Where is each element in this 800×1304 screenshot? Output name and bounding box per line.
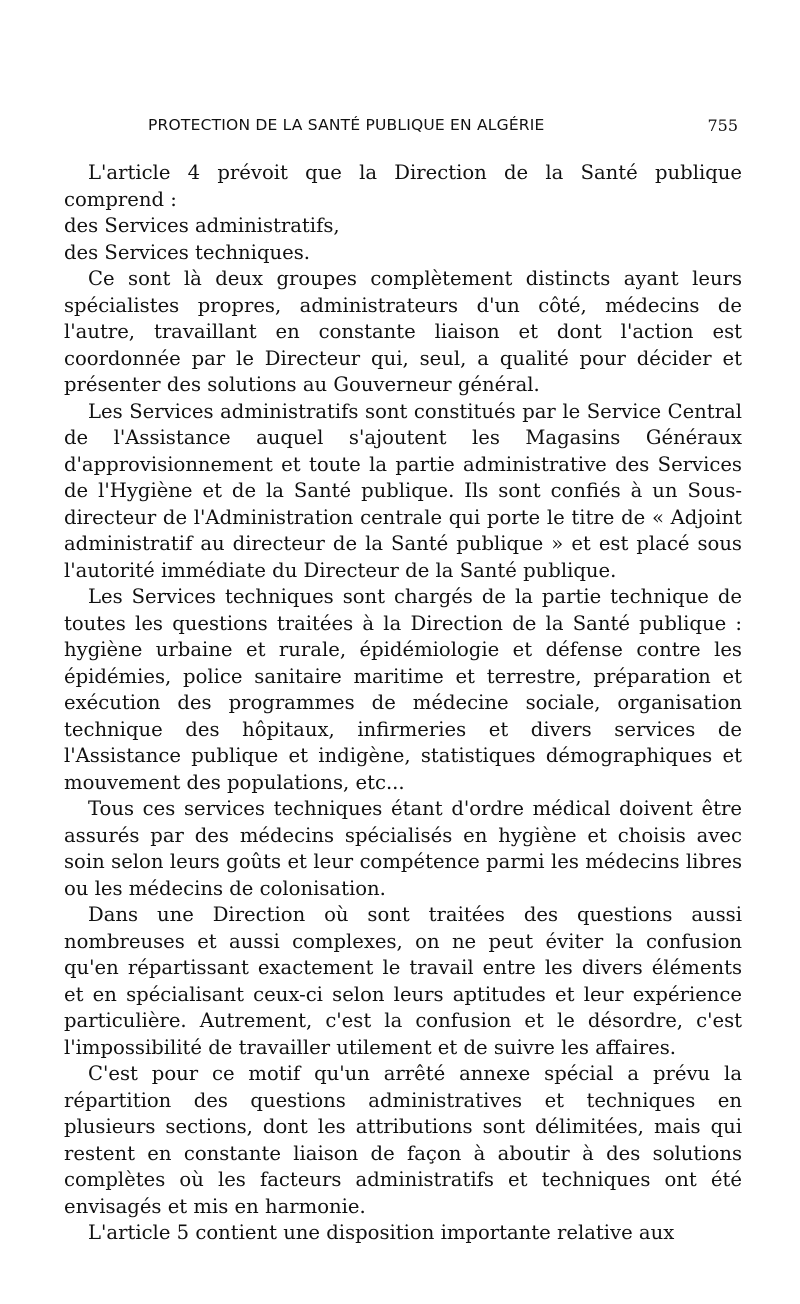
running-title: PROTECTION DE LA SANTÉ PUBLIQUE EN ALGÉRIE — [148, 116, 545, 134]
paragraph: Tous ces services techniques étant d'ordre médical doivent être assurés par des médecins spécialisés en hygiène et choisis avec soin selon leurs goûts et leur compétence parmi les médecins libres ou les médecins de colonisation. — [64, 797, 742, 900]
paragraph: Les Services techniques sont chargés de la partie technique de toutes les questions traitées à la Direction de la Santé publique : hygiène urbaine et rurale, épidémiologie et défense contre les épidémies, police sanitaire maritime et terrestre, préparation et exécution des programmes de médecine sociale, organisation technique des hôpitaux, infirmeries et divers services de l'Assistance publique et indigène, statistiques démographiques et mouvement des populations, etc... — [64, 585, 742, 794]
paragraph: C'est pour ce motif qu'un arrêté annexe spécial a prévu la répartition des questions administratives et techniques en plusieurs sections, dont les attributions sont délimitées, mais qui restent en constante liaison de façon à aboutir à des solutions complètes où les facteurs administratifs et techniques ont été envisagés et mis en harmonie. — [64, 1062, 742, 1218]
running-header — [148, 116, 748, 140]
body-text — [64, 160, 742, 1247]
page-number: 755 — [707, 116, 738, 135]
list-line: des Services administratifs, — [64, 214, 340, 237]
paragraph: Dans une Direction où sont traitées des questions aussi nombreuses et aussi complexes, on ne peut éviter la confusion qu'en répartissant exactement le travail entre les divers éléments et en spécialisant ceux-ci selon leurs aptitudes et leur expérience particulière. Autrement, c'est la confusion et le désordre, c'est l'impossibilité de travailler utilement et de suivre les affaires. — [64, 903, 742, 1059]
paragraph: Ce sont là deux groupes complètement distincts ayant leurs spécialistes propres, administrateurs d'un côté, médecins de l'autre, travaillant en constante liaison et dont l'action est coordonnée par le Directeur qui, seul, a qualité pour décider et présenter des solutions au Gouverneur général. — [64, 267, 742, 396]
paragraph: L'article 5 contient une disposition importante relative aux — [88, 1221, 675, 1244]
list-line: des Services techniques. — [64, 240, 310, 264]
paragraph: L'article 4 prévoit que la Direction de la Santé publique comprend : — [64, 161, 742, 211]
paragraph: Les Services administratifs sont constitués par le Service Central de l'Assistance auquel s'ajoutent les Magasins Généraux d'approvisionnement et toute la partie administrative des Services de l'Hygiène et de la Santé publique. Ils sont confiés à un Sous-directeur de l'Administration centrale qui porte le titre de « Adjoint administratif au directeur de la Santé publique » et est placé sous l'autorité immédiate du Directeur de la Santé publique. — [64, 399, 742, 582]
